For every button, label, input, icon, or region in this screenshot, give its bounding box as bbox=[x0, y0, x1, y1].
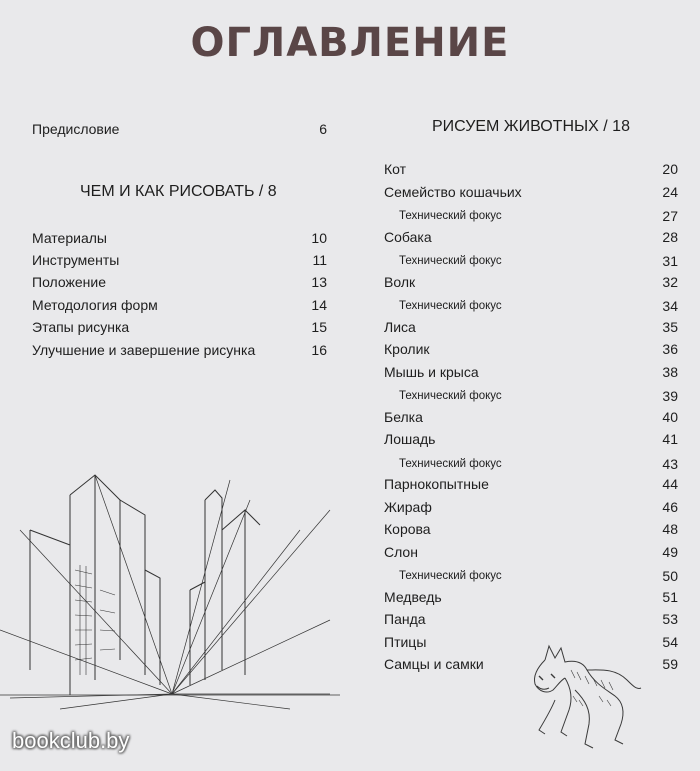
toc-entry-page: 24 bbox=[662, 183, 678, 200]
toc-entry-page: 43 bbox=[662, 455, 678, 472]
toc-entry[interactable] bbox=[384, 588, 678, 606]
toc-entry[interactable] bbox=[32, 273, 327, 291]
toc-entry-page: 50 bbox=[662, 568, 678, 584]
toc-entry-page: 41 bbox=[662, 431, 678, 447]
toc-entry-label: Семейство кошачьих bbox=[384, 183, 522, 200]
toc-entry-page: 28 bbox=[662, 228, 678, 245]
toc-entry-page: 36 bbox=[662, 341, 678, 357]
toc-entry-page: 59 bbox=[662, 656, 678, 672]
toc-entry-page: 13 bbox=[311, 274, 327, 290]
wolf-sketch bbox=[515, 640, 645, 760]
toc-entry-label: Мышь и крыса bbox=[384, 363, 479, 380]
toc-entry[interactable] bbox=[32, 229, 327, 247]
toc-entry-page: 35 bbox=[662, 318, 678, 335]
toc-entry[interactable] bbox=[384, 340, 678, 358]
toc-entry[interactable] bbox=[384, 610, 678, 628]
toc-entry-label: Этапы рисунка bbox=[32, 319, 130, 335]
toc-entry-label: Положение bbox=[32, 274, 106, 290]
toc-entry-label: Материалы bbox=[32, 230, 107, 246]
toc-entry-label: Самцы и самки bbox=[384, 656, 484, 672]
toc-subentry[interactable] bbox=[384, 297, 678, 315]
toc-entry[interactable] bbox=[384, 183, 678, 201]
toc-entry-page: 39 bbox=[662, 388, 678, 404]
toc-entry[interactable] bbox=[384, 498, 678, 516]
toc-entry-label: Технический фокус bbox=[399, 300, 502, 312]
toc-entry-label: Панда bbox=[384, 611, 426, 627]
toc-entry-page: 51 bbox=[662, 588, 678, 605]
toc-entry-page: 20 bbox=[662, 161, 678, 177]
toc-entry-page: 49 bbox=[662, 543, 678, 560]
toc-entry-label: Технический фокус bbox=[399, 570, 502, 582]
toc-entry[interactable] bbox=[384, 430, 678, 448]
section-heading-animals: РИСУЕМ ЖИВОТНЫХ / 18 bbox=[432, 118, 630, 135]
toc-subentry[interactable] bbox=[384, 207, 678, 225]
toc-entry[interactable] bbox=[384, 363, 678, 381]
toc-entry-page: 32 bbox=[662, 273, 678, 290]
toc-entry-preface[interactable] bbox=[32, 120, 327, 138]
toc-entry-label: Белка bbox=[384, 408, 423, 425]
toc-entry[interactable] bbox=[384, 520, 678, 538]
section-heading-drawing: ЧЕМ И КАК РИСОВАТЬ / 8 bbox=[80, 183, 277, 200]
toc-entry-label: Технический фокус bbox=[399, 255, 502, 267]
toc-entry[interactable] bbox=[32, 251, 327, 269]
toc-entry-page: 15 bbox=[311, 319, 327, 335]
toc-entry-page: 54 bbox=[662, 633, 678, 650]
toc-entry-label: Лиса bbox=[384, 318, 416, 335]
toc-entry-label: Кролик bbox=[384, 341, 430, 357]
toc-entry-label: Технический фокус bbox=[399, 390, 502, 402]
toc-entry-label: Парнокопытные bbox=[384, 476, 489, 492]
toc-entry-page: 31 bbox=[662, 253, 678, 269]
toc-subentry[interactable] bbox=[384, 387, 678, 405]
toc-entry[interactable] bbox=[384, 273, 678, 291]
toc-entry[interactable] bbox=[384, 160, 678, 178]
toc-entry[interactable] bbox=[384, 408, 678, 426]
toc-subentry[interactable] bbox=[384, 455, 678, 473]
toc-entry-page: 14 bbox=[311, 297, 327, 313]
toc-entry-label: Корова bbox=[384, 521, 431, 537]
page-title: ОГЛАВЛЕНИЕ bbox=[190, 20, 510, 66]
toc-entry-page: 53 bbox=[662, 611, 678, 627]
toc-entry-page: 11 bbox=[312, 252, 327, 268]
toc-entry[interactable] bbox=[32, 318, 327, 336]
toc-entry-label: Птицы bbox=[384, 633, 427, 650]
toc-entry-page: 10 bbox=[311, 230, 327, 246]
toc-entry-label: Инструменты bbox=[32, 252, 120, 268]
toc-entry-label: Кот bbox=[384, 161, 407, 177]
toc-entry-label: Технический фокус bbox=[399, 457, 502, 470]
toc-entry-label: Предисловие bbox=[32, 121, 120, 137]
toc-entry-page: 48 bbox=[662, 521, 678, 537]
toc-entry-page: 34 bbox=[662, 298, 678, 314]
toc-entry-label: Технический фокус bbox=[399, 210, 502, 222]
toc-entry-page: 44 bbox=[662, 476, 678, 492]
toc-entry-page: 38 bbox=[662, 363, 678, 380]
toc-entry-label: Методология форм bbox=[32, 297, 158, 313]
toc-entry[interactable] bbox=[32, 296, 327, 314]
toc-entry[interactable] bbox=[32, 341, 327, 359]
toc-entry[interactable] bbox=[384, 543, 678, 561]
toc-entry-page: 6 bbox=[319, 121, 327, 137]
toc-entry-label: Лошадь bbox=[384, 431, 436, 447]
toc-entry-page: 46 bbox=[662, 498, 678, 515]
toc-subentry[interactable] bbox=[384, 252, 678, 270]
city-perspective-sketch bbox=[0, 470, 340, 710]
toc-entry[interactable] bbox=[384, 318, 678, 336]
toc-subentry[interactable] bbox=[384, 567, 678, 585]
toc-entry-label: Слон bbox=[384, 543, 418, 560]
toc-entry-page: 16 bbox=[311, 342, 327, 358]
toc-entry-page: 27 bbox=[662, 208, 678, 224]
toc-entry[interactable] bbox=[384, 475, 678, 493]
toc-entry-label: Улучшение и завершение рисунка bbox=[32, 342, 256, 358]
toc-entry-label: Волк bbox=[384, 273, 416, 290]
toc-entry-label: Жираф bbox=[384, 498, 432, 515]
toc-entry-label: Собака bbox=[384, 228, 432, 245]
watermark: bookclub.by bbox=[12, 728, 130, 753]
toc-entry-label: Медведь bbox=[384, 588, 442, 605]
toc-entry-page: 40 bbox=[662, 408, 678, 425]
toc-entry[interactable] bbox=[384, 228, 678, 246]
